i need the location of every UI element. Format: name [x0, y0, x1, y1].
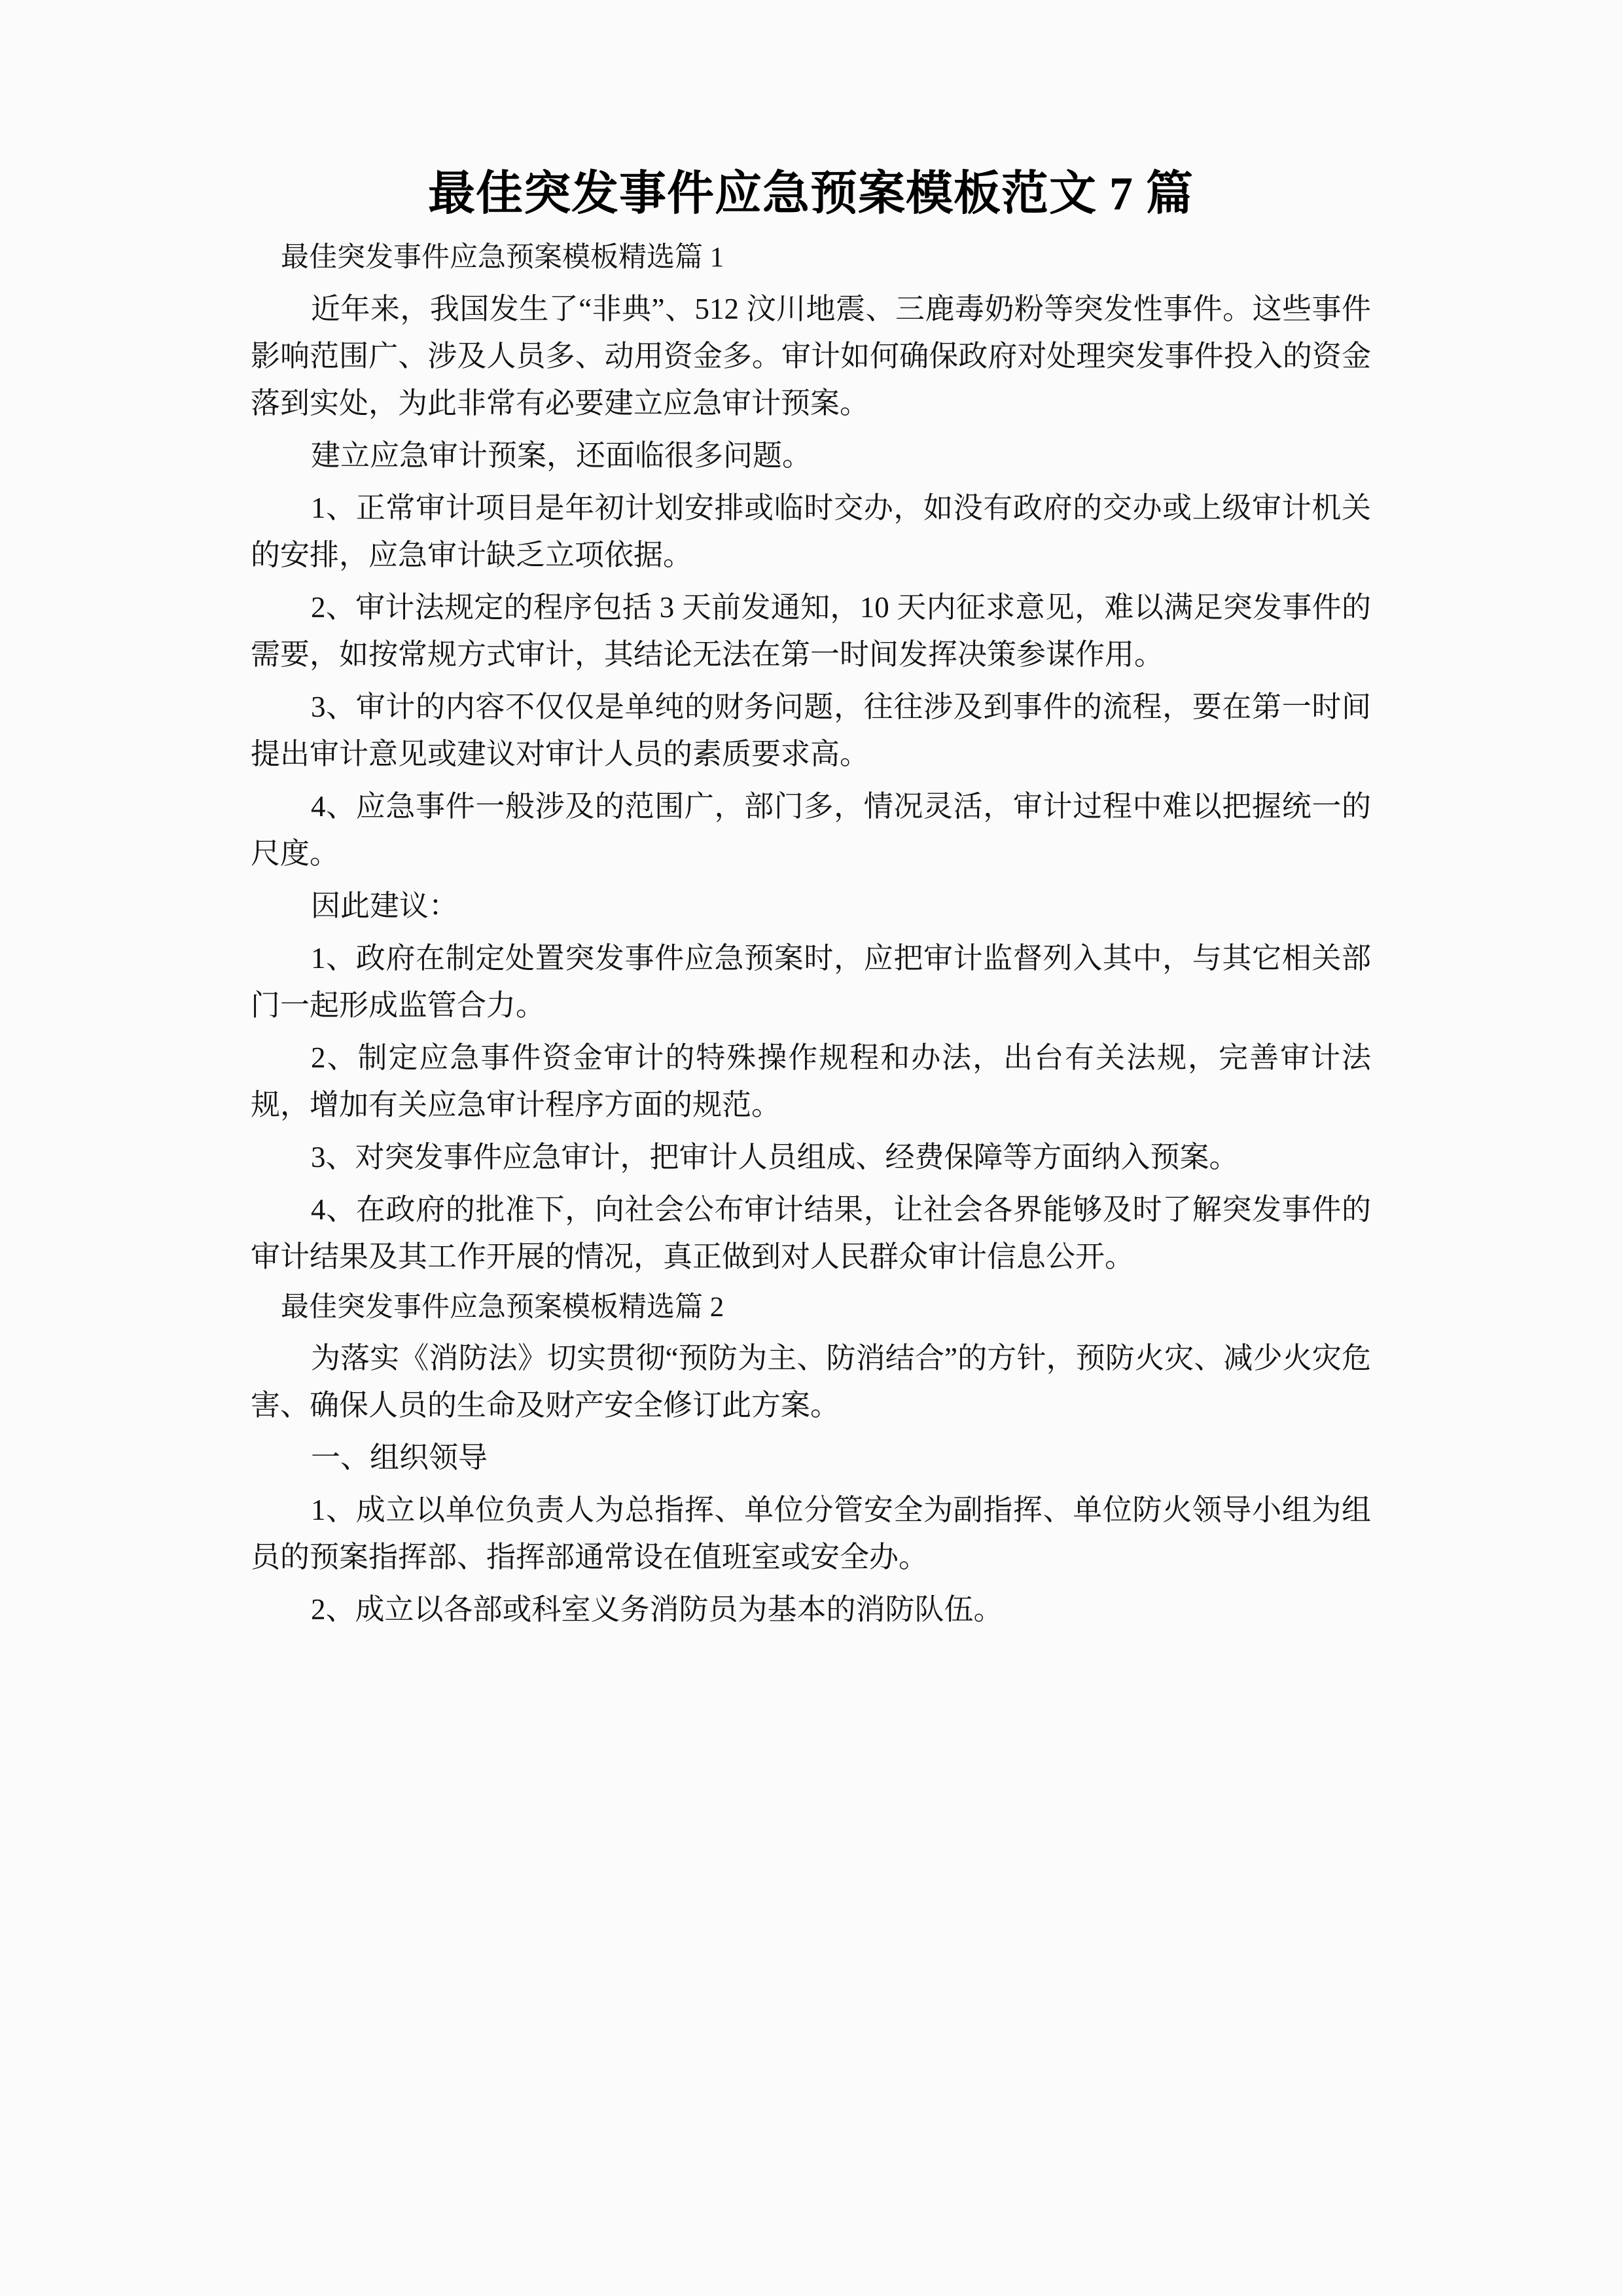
- body-paragraph: 建立应急审计预案，还面临很多问题。: [311, 439, 812, 472]
- document-content: [251, 164, 1371, 1636]
- body-paragraph: 一、组织领导: [311, 1441, 488, 1474]
- page-title: 最佳突发事件应急预案模板范文 7 篇: [427, 168, 1194, 220]
- body-paragraph: 2、审计法规定的程序包括 3 天前发通知，10 天内征求意见，难以满足突发事件的需要，如按常规方式审计，其结论无法在第一时间发挥决策参谋作用。: [251, 590, 1371, 671]
- section-label: 最佳突发事件应急预案模板精选篇 1: [281, 242, 724, 274]
- document-body: [251, 233, 1371, 1636]
- body-paragraph: 3、对突发事件应急审计，把审计人员组成、经费保障等方面纳入预案。: [311, 1140, 1239, 1174]
- body-paragraph: 为落实《消防法》切实贯彻“预防为主、防消结合”的方针，预防火灾、减少火灾危害、确保人员的生命及财产安全修订此方案。: [251, 1341, 1371, 1422]
- body-paragraph: 4、应急事件一般涉及的范围广，部门多，情况灵活，审计过程中难以把握统一的尺度。: [251, 789, 1371, 870]
- body-paragraph: 2、制定应急事件资金审计的特殊操作规程和办法，出台有关法规，完善审计法规，增加有关应急审计程序方面的规范。: [251, 1041, 1371, 1121]
- body-paragraph: 4、在政府的批准下，向社会公布审计结果，让社会各界能够及时了解突发事件的审计结果及其工作开展的情况，真正做到对人民群众审计信息公开。: [251, 1193, 1371, 1273]
- body-paragraph: 1、成立以单位负责人为总指挥、单位分管安全为副指挥、单位防火领导小组为组员的预案指挥部、指挥部通常设在值班室或安全办。: [251, 1493, 1371, 1573]
- body-paragraph: 1、正常审计项目是年初计划安排或临时交办，如没有政府的交办或上级审计机关的安排，应急审计缺乏立项依据。: [251, 491, 1371, 571]
- body-paragraph: 2、成立以各部或科室义务消防员为基本的消防队伍。: [311, 1592, 1003, 1626]
- section-label: 最佳突发事件应急预案模板精选篇 2: [281, 1291, 724, 1323]
- body-paragraph: 因此建议：: [311, 889, 459, 922]
- body-paragraph: 近年来，我国发生了“非典”、512 汶川地震、三鹿毒奶粉等突发性事件。这些事件影响范围广、涉及人员多、动用资金多。审计如何确保政府对处理突发事件投入的资金落到实处，为此非常有必要建立应急审计预案。: [251, 292, 1371, 420]
- body-paragraph: 3、审计的内容不仅仅是单纯的财务问题，往往涉及到事件的流程，要在第一时间提出审计意见或建议对审计人员的素质要求高。: [251, 690, 1371, 770]
- body-paragraph: 1、政府在制定处置突发事件应急预案时，应把审计监督列入其中，与其它相关部门一起形成监管合力。: [251, 941, 1371, 1022]
